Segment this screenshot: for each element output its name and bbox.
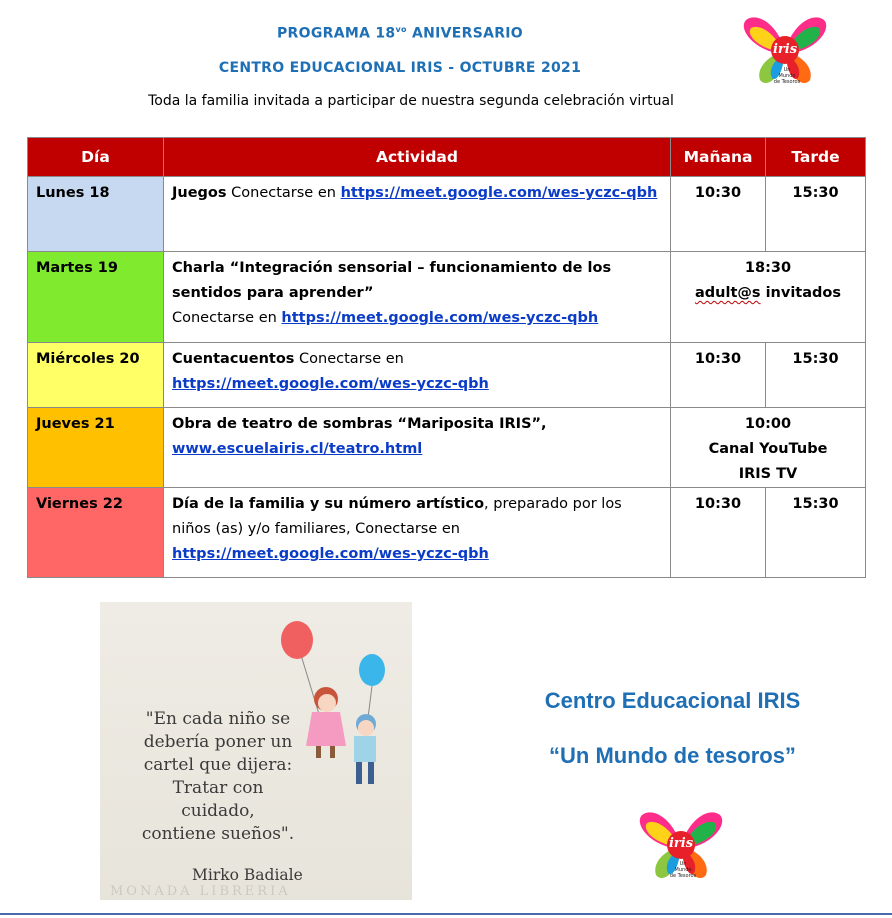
page-bottom-border [0,913,892,915]
invitation-subtitle: Toda la familia invitada a participar de nuestra segunda celebración virtual [148,93,674,109]
header-day: Día [28,138,164,177]
morning-time: 10:30 [671,343,766,408]
table-row [28,488,866,578]
school-title: CENTRO EDUCACIONAL IRIS - OCTUBRE 2021 [218,60,582,76]
meet-link[interactable]: https://meet.google.com/wes-yczc-qbh [172,546,489,562]
day-cell: Martes 19 [28,252,164,343]
table-header-row [28,138,866,177]
quote-text: "En cada niño se debería poner un cartel que dijera: Tratar con cuidado, contiene sueños". [141,709,295,844]
activity-cell: Juegos Conectarse en https://meet.google.com/wes-yczc-qbh [164,177,671,252]
table-row [28,177,866,252]
activity-cell: Cuentacuentos Conectarse en https://meet.google.com/wes-yczc-qbh [164,343,671,408]
slogan: “Un Mundo de tesoros” [549,743,796,768]
table-row [28,343,866,408]
meet-link[interactable]: https://meet.google.com/wes-yczc-qbh [172,376,489,392]
quote-image [100,602,412,900]
watermark: MONADA LIBRERIA [110,884,291,899]
activity-cell: Día de la familia y su número artístico, preparado por los niños (as) y/o familiares, Conectarse en https://meet.google.com/wes-yczc-qbh [164,488,671,578]
morning-time: 10:30 [671,488,766,578]
merged-time-cell: 18:30 adult@s invitados [671,252,866,343]
day-cell: Jueves 21 [28,408,164,488]
schedule-table [27,137,866,578]
table-row [28,408,866,488]
day-cell: Lunes 18 [28,177,164,252]
logo-tagline: Un Mundo de Tesoros [669,861,697,879]
day-cell: Miércoles 20 [28,343,164,408]
header-morning: Mañana [671,138,766,177]
center-name: Centro Educacional IRIS [544,688,801,713]
logo-text: iris [772,42,798,57]
logo-tagline: Un Mundo de Tesoros [773,67,801,85]
afternoon-time: 15:30 [766,343,866,408]
merged-time-cell: 10:00 Canal YouTube IRIS TV [671,408,866,488]
quote-author: Mirko Badiale [192,866,303,884]
program-title: PROGRAMA $18^{vo}$ ANIVERSARIO [276,25,524,42]
header-afternoon: Tarde [766,138,866,177]
meet-link[interactable]: https://meet.google.com/wes-yczc-qbh [281,310,599,326]
morning-time: 10:30 [671,177,766,252]
day-cell: Viernes 22 [28,488,164,578]
iris-logo-bottom [638,808,724,890]
table-row [28,252,866,343]
logo-text: iris [668,836,694,851]
afternoon-time: 15:30 [766,488,866,578]
meet-link[interactable]: https://meet.google.com/wes-yczc-qbh [340,185,658,201]
activity-cell: Obra de teatro de sombras “Mariposita IRIS”, www.escuelairis.cl/teatro.html [164,408,671,488]
header-activity: Actividad [164,138,671,177]
iris-logo [742,14,828,94]
theater-link[interactable]: www.escuelairis.cl/teatro.html [172,441,423,457]
activity-cell: Charla “Integración sensorial – funcionamiento de los sentidos para aprender” Conectarse en https://meet.google.com/wes-yczc-qbh [164,252,671,343]
afternoon-time: 15:30 [766,177,866,252]
